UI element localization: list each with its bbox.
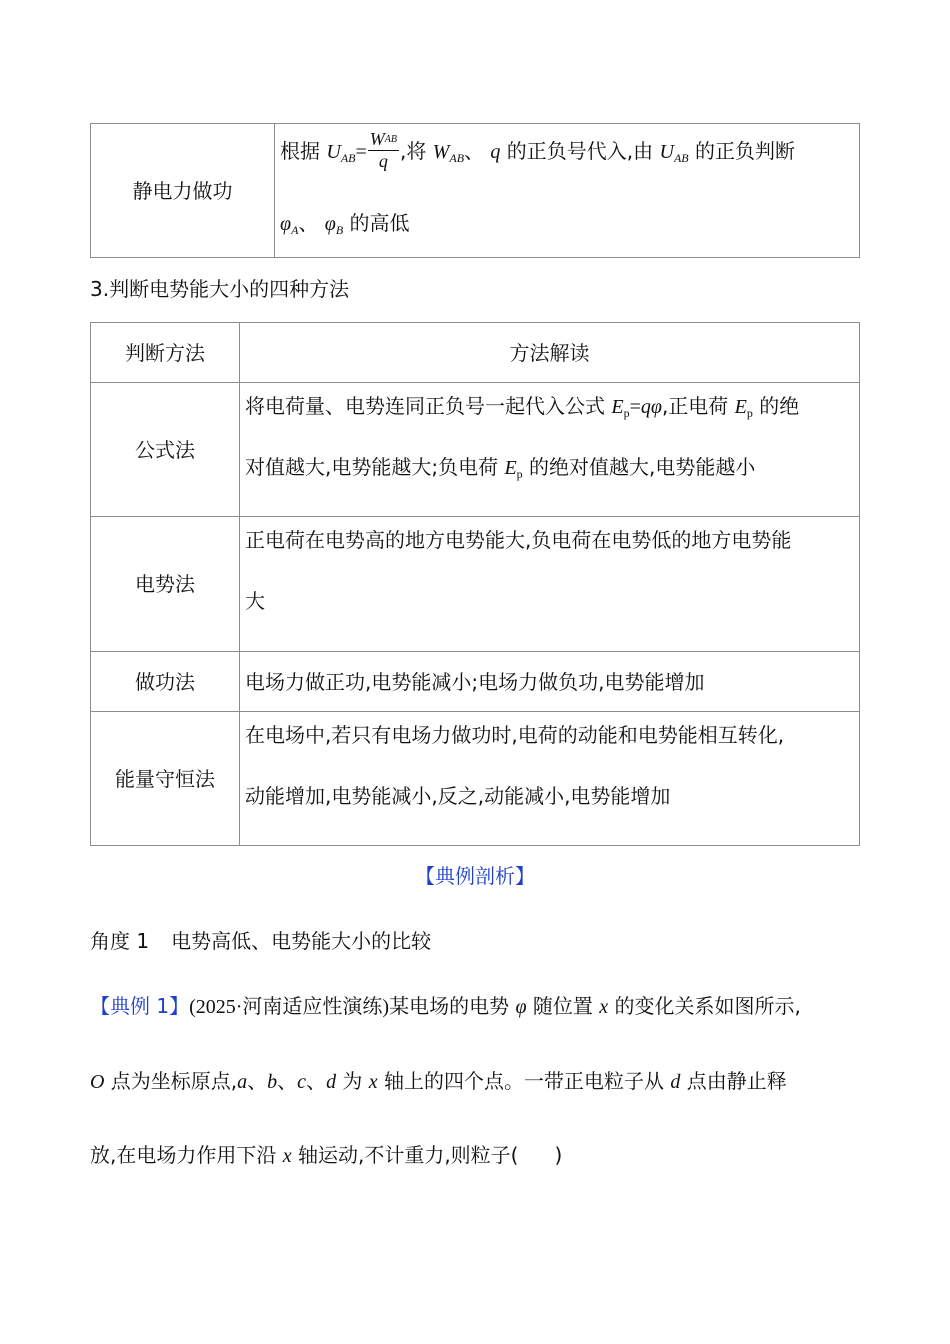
fraction (368, 130, 399, 171)
text-line: 在电场中,若只有电场力做功时,电荷的动能和电势能相互转化, (245, 723, 785, 747)
text-segment: 点由静止释 (680, 1069, 787, 1093)
method-description (275, 124, 860, 258)
table-row (91, 383, 860, 517)
equals-sign: = (629, 396, 641, 418)
table-row (91, 124, 860, 258)
symbol-a: a (237, 1071, 248, 1093)
angle-title: 电势高低、电势能大小的比较 (171, 929, 432, 953)
section-heading: 3.判断电势能大小的四种方法 (90, 277, 350, 301)
subscript: p (623, 406, 630, 420)
example-line-2 (90, 1065, 787, 1094)
symbol-e: E (611, 396, 624, 418)
text-segment: 随位置 (526, 994, 600, 1018)
text-segment: 为 (336, 1069, 369, 1093)
text-segment: 轴运动,不计重力,则粒子( (291, 1143, 519, 1167)
table-work-by-electric-force (90, 123, 860, 258)
text-segment: ,将 (399, 139, 433, 163)
symbol-d: d (670, 1071, 681, 1093)
method-label: 公式法 (91, 383, 240, 517)
separator: 、 (247, 1069, 268, 1093)
symbol-b: b (267, 1071, 278, 1093)
symbol-x: x (282, 1145, 292, 1167)
example-line-3 (90, 1139, 562, 1168)
separator: 、 (277, 1069, 298, 1093)
table-header-row (91, 323, 860, 383)
method-label: 做功法 (91, 652, 240, 712)
text-segment: ,正电荷 (661, 394, 735, 418)
method-description (240, 712, 860, 846)
text-line: 动能增加,电势能减小,反之,动能减小,电势能增加 (245, 784, 671, 808)
symbol-u: U (326, 141, 341, 163)
text-segment: 的变化关系如图所示, (608, 994, 801, 1018)
symbol-o: O (90, 1071, 105, 1093)
table-row (91, 712, 860, 846)
method-description (240, 652, 860, 712)
text-segment: 的绝对值越大,电势能越小 (522, 455, 756, 479)
method-label: 电势法 (91, 517, 240, 652)
text-segment: 的高低 (343, 211, 410, 235)
method-description (240, 517, 860, 652)
text-segment: 轴上的四个点。一带正电粒子从 (377, 1069, 671, 1093)
table-row (91, 652, 860, 712)
separator: 、 (306, 1069, 327, 1093)
text-segment: 将电荷量、电势连同正负号一起代入公式 (245, 394, 612, 418)
symbol-e: E (504, 457, 517, 479)
symbol-w: W (369, 129, 385, 149)
column-header: 判断方法 (91, 323, 240, 383)
text-line: 正电荷在电势高的地方电势能大,负电荷在电势低的地方电势能 (245, 528, 792, 552)
method-label: 静电力做功 (91, 124, 275, 258)
text-segment: 某电场的电势 (389, 994, 516, 1018)
angle-heading (90, 925, 431, 954)
text-segment: 的正负判断 (688, 139, 795, 163)
subscript: p (516, 467, 523, 481)
example-line-1 (90, 990, 801, 1019)
text-line: 电场力做正功,电势能减小;电场力做负功,电势能增加 (245, 669, 705, 694)
symbol-c: c (297, 1071, 307, 1093)
text-segment: 、 (298, 211, 325, 235)
symbol-d: d (326, 1071, 337, 1093)
subscript: p (746, 406, 753, 420)
symbol-q-phi: qφ (640, 396, 662, 418)
symbol-phi: φ (324, 213, 336, 235)
symbol-phi: φ (515, 996, 527, 1018)
symbol-x: x (368, 1071, 378, 1093)
text-segment: 、 (464, 139, 491, 163)
angle-number: 角度 1 (90, 929, 150, 953)
text-segment: 放,在电场力作用下沿 (90, 1143, 283, 1167)
example-tag: 【典例 1】 (90, 994, 190, 1018)
example-section-title: 【典例剖析】 (415, 864, 535, 888)
subscript: AB (384, 134, 397, 145)
text-segment: 的绝 (752, 394, 800, 418)
text-segment: 对值越大,电势能越大;负电荷 (245, 455, 505, 479)
table-row (91, 517, 860, 652)
symbol-q: q (490, 141, 501, 163)
symbol-x: x (599, 996, 609, 1018)
method-description (240, 383, 860, 517)
text-segment: 点为坐标原点, (104, 1069, 238, 1093)
equals-sign: = (355, 141, 367, 163)
symbol-q: q (378, 151, 388, 171)
subscript: A (291, 223, 299, 237)
table-four-methods (90, 322, 860, 846)
symbol-w: W (432, 141, 450, 163)
symbol-phi: φ (280, 213, 292, 235)
subscript: AB (340, 151, 356, 165)
method-label: 能量守恒法 (91, 712, 240, 846)
subscript: AB (673, 151, 689, 165)
text-line: 大 (245, 589, 265, 613)
column-header: 方法解读 (240, 323, 860, 383)
example-source: (2025·河南适应性演练) (189, 996, 390, 1018)
symbol-e: E (734, 396, 747, 418)
text-segment: 根据 (280, 139, 327, 163)
subscript: B (335, 223, 344, 237)
text-segment: ) (554, 1143, 563, 1167)
subscript: AB (449, 151, 465, 165)
text-segment: 的正负号代入,由 (500, 139, 660, 163)
symbol-u: U (659, 141, 674, 163)
